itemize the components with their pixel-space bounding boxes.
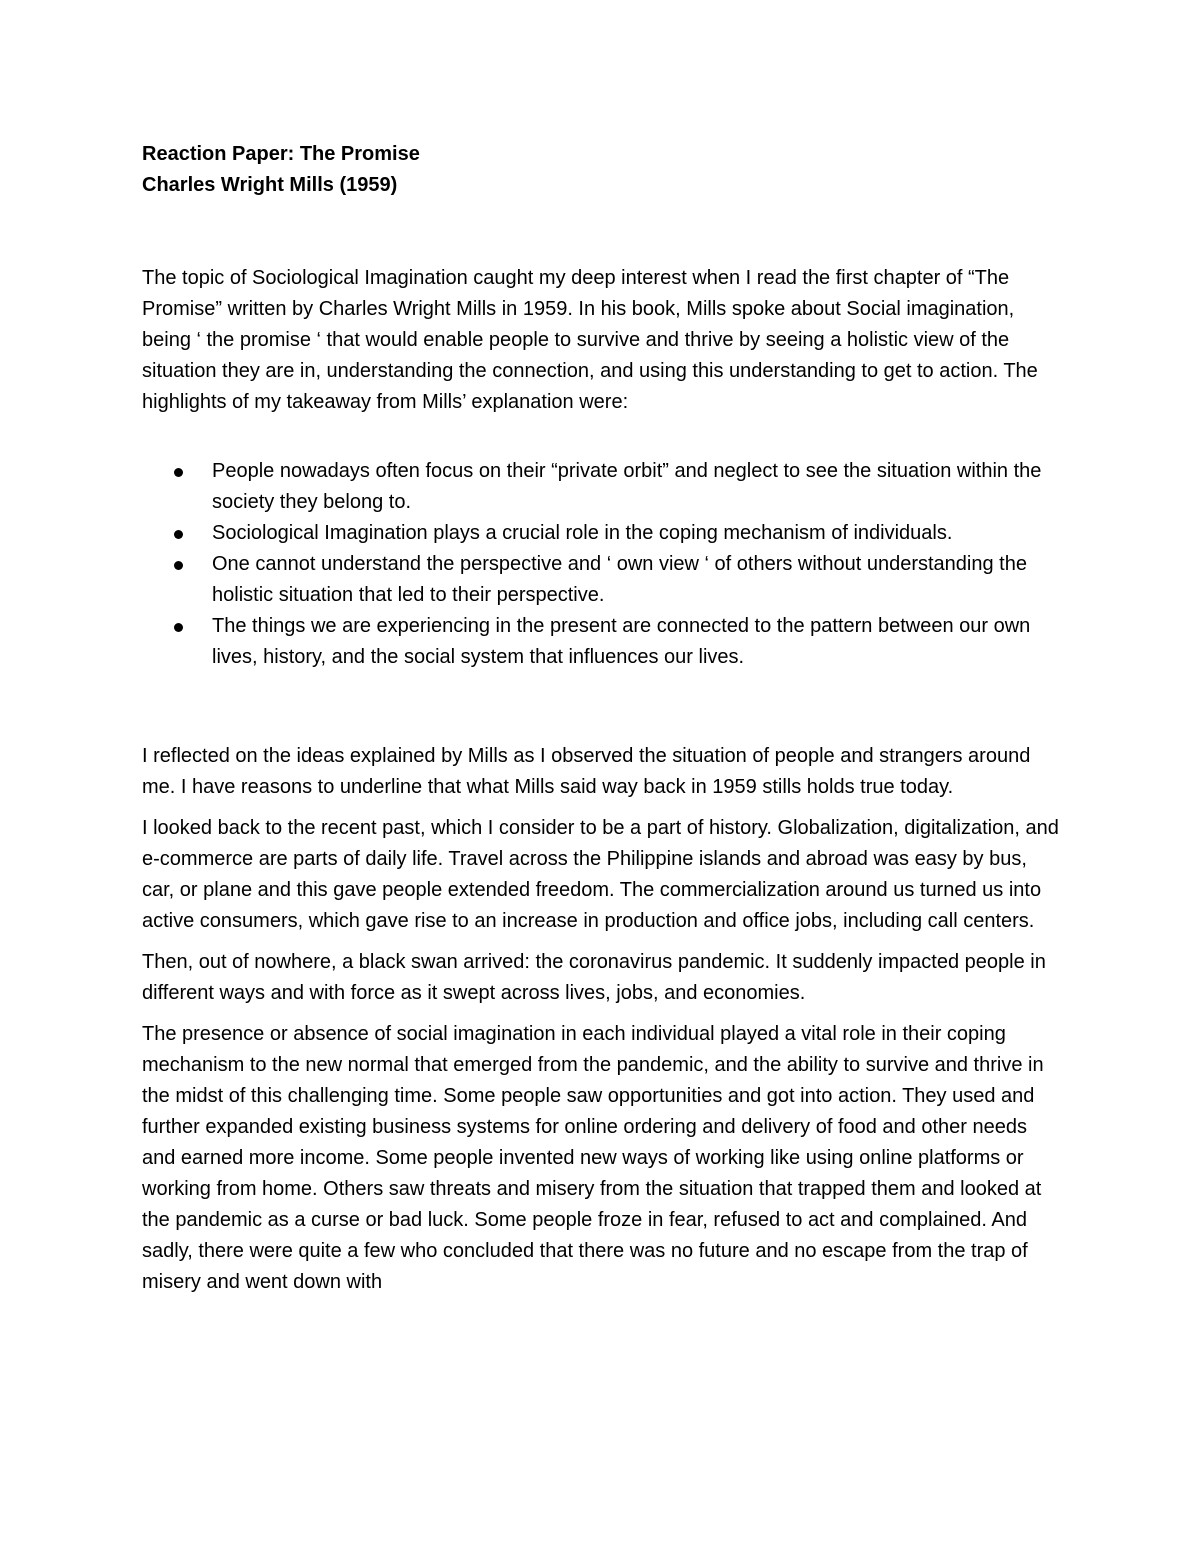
list-item [142, 456, 1062, 518]
list-item-text: The things we are experiencing in the present are connected to the pattern between our own lives, history, and the social system that influences our lives. [212, 615, 1031, 668]
body-paragraph: Then, out of nowhere, a black swan arrived: the coronavirus pandemic. It suddenly impacted people in different ways and with force as it swept across lives, jobs, and economies. [142, 951, 1046, 1004]
list-item [142, 611, 1062, 673]
list-item [142, 549, 1062, 611]
document-title: Reaction Paper: The Promise [142, 143, 420, 165]
bullet-icon [174, 561, 183, 570]
document-body [142, 139, 1062, 1298]
body-paragraph: I reflected on the ideas explained by Mills as I observed the situation of people and strangers around me. I have reasons to underline that what Mills said way back in 1959 stills holds true today. [142, 745, 1031, 798]
list-item-text: One cannot understand the perspective and ‘ own view ‘ of others without understanding the holistic situation that led to their perspective. [212, 553, 1027, 606]
bullet-icon [174, 468, 183, 477]
bullet-icon [174, 530, 183, 539]
body-paragraph: I looked back to the recent past, which I consider to be a part of history. Globalization, digitalization, and e-commerce are parts of daily life. Travel across the Philippine islands and abroad was easy by bus, car, or plane and this gave people extended freedom. The commercialization around us turned us into active consumers, which gave rise to an increase in production and office jobs, including call centers. [142, 817, 1059, 932]
list-item [142, 518, 1062, 549]
body-paragraph: The presence or absence of social imagination in each individual played a vital role in their coping mechanism to the new normal that emerged from the pandemic, and the ability to survive and thrive in the midst of this challenging time. Some people saw opportunities and got into action. They used and further expanded existing business systems for online ordering and delivery of food and other needs and earned more income. Some people invented new ways of working like using online platforms or working from home. Others saw threats and misery from the situation that trapped them and looked at the pandemic as a curse or bad luck. Some people froze in fear, refused to act and complained. And sadly, there were quite a few who concluded that there was no future and no escape from the trap of misery and went down with [142, 1023, 1044, 1293]
author-line: Charles Wright Mills (1959) [142, 174, 398, 196]
takeaway-list [142, 456, 1062, 673]
intro-paragraph: The topic of Sociological Imagination caught my deep interest when I read the first chapter of “The Promise” written by Charles Wright Mills in 1959. In his book, Mills spoke about Social imagination, being ‘ the promise ‘ that would enable people to survive and thrive by seeing a holistic view of the situation they are in, understanding the connection, and using this understanding to get to action. The highlights of my takeaway from Mills’ explanation were: [142, 267, 1038, 413]
list-item-text: Sociological Imagination plays a crucial role in the coping mechanism of individuals. [212, 522, 953, 544]
list-item-text: People nowadays often focus on their “private orbit” and neglect to see the situation within the society they belong to. [212, 460, 1042, 513]
bullet-icon [174, 623, 183, 632]
